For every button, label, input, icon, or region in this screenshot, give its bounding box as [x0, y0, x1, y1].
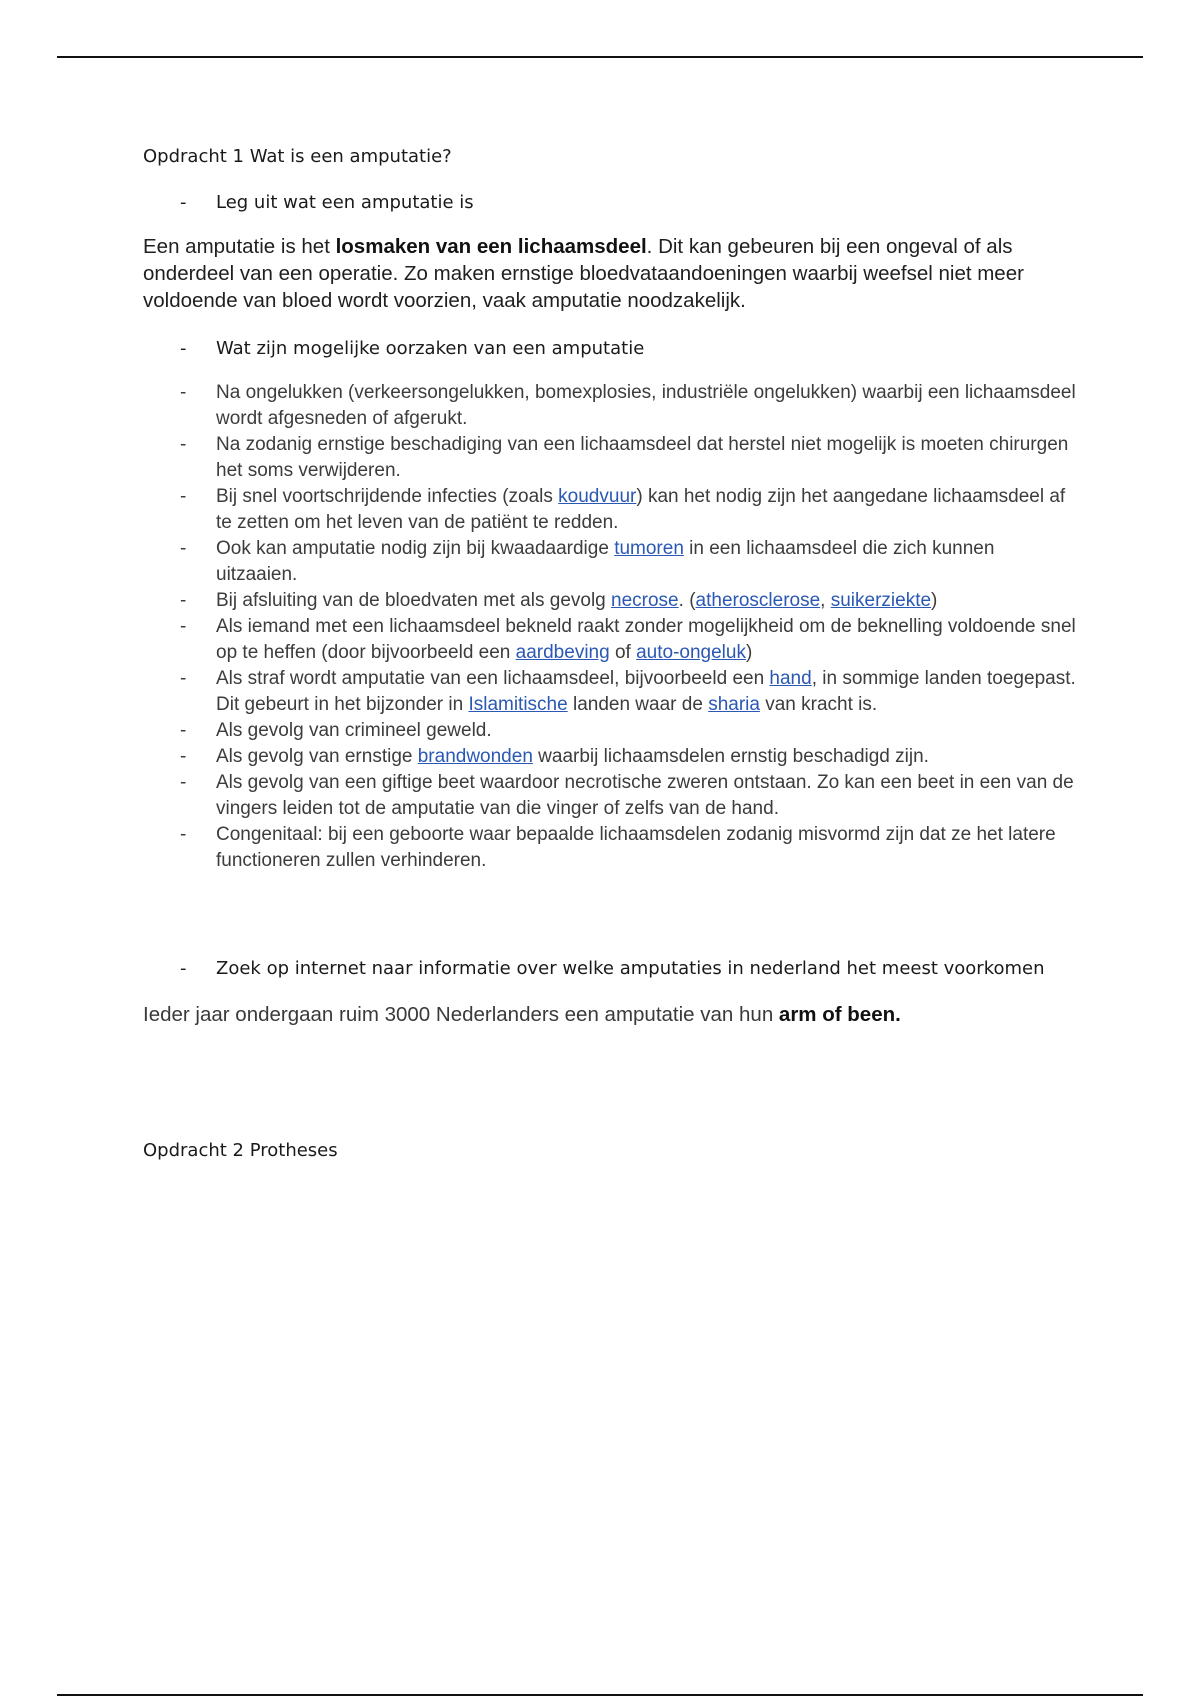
- question-bullet: -: [180, 192, 187, 213]
- cause-text: Na zodanig ernstige beschadiging van een lichaamsdeel dat herstel niet mogelijk is moeten chirurgen het soms verwijderen.: [216, 434, 1069, 481]
- cause-text: ) kan het nodig zijn het aangedane lichaamsdeel af te zetten om het leven van de patiënt te redden.: [216, 486, 1066, 533]
- cause-text: van kracht is.: [759, 694, 878, 715]
- list-item: [180, 432, 1080, 484]
- cause-text: ,: [820, 590, 831, 611]
- link-islamitische[interactable]: Islamitische: [468, 694, 568, 715]
- list-bullet: -: [180, 746, 187, 767]
- list-bullet: -: [180, 434, 187, 455]
- cause-text: Als gevolg van crimineel geweld.: [216, 720, 492, 741]
- link-sharia[interactable]: sharia: [708, 694, 760, 715]
- answer-1-bold: losmaken van een lichaamsdeel: [335, 235, 647, 258]
- link-suikerziekte[interactable]: suikerziekte: [830, 590, 932, 611]
- cause-text: Bij afsluiting van de bloedvaten met als gevolg: [216, 590, 612, 611]
- list-item: [180, 536, 1080, 588]
- link-hand[interactable]: hand: [769, 668, 812, 689]
- list-bullet: -: [180, 538, 187, 559]
- list-item: [180, 666, 1080, 718]
- question-3-text: Zoek op internet naar informatie over welke amputaties in nederland het meest voorkomen: [216, 958, 1045, 979]
- footer-rule: [57, 1694, 1143, 1696]
- answer-1-post: . Dit kan gebeuren bij een ongeval of als onderdeel van een operatie. Zo maken ernstige bloedvataandoeningen waarbij weefsel niet meer voldoende van bloed wordt voorzien, vaak amputatie noodzakelijk.: [143, 235, 1024, 312]
- list-bullet: -: [180, 486, 187, 507]
- link-brandwonden[interactable]: brandwonden: [417, 746, 533, 767]
- link-koudvuur[interactable]: koudvuur: [558, 486, 637, 507]
- list-bullet: -: [180, 720, 187, 741]
- header-rule: [57, 56, 1143, 58]
- question-bullet: -: [180, 338, 187, 359]
- answer-3: [143, 1001, 1043, 1028]
- list-item: [180, 744, 1080, 770]
- answer-3-pre: Ieder jaar ondergaan ruim 3000 Nederlanders een amputatie van hun: [143, 1003, 779, 1026]
- list-item: [180, 770, 1080, 822]
- list-bullet: -: [180, 824, 187, 845]
- list-bullet: -: [180, 590, 187, 611]
- cause-text: landen waar de: [567, 694, 709, 715]
- cause-text: in een lichaamsdeel die zich kunnen uitzaaien.: [216, 538, 995, 585]
- cause-text: Ook kan amputatie nodig zijn bij kwaadaardige: [216, 538, 615, 559]
- cause-text: Als straf wordt amputatie van een lichaamsdeel, bijvoorbeeld een: [216, 668, 770, 689]
- question-bullet: -: [180, 958, 187, 979]
- link-aardbeving[interactable]: aardbeving: [515, 642, 610, 663]
- list-item: [180, 614, 1080, 666]
- link-auto-ongeluk[interactable]: auto-ongeluk: [636, 642, 746, 663]
- cause-text: Congenitaal: bij een geboorte waar bepaalde lichaamsdelen zodanig misvormd zijn dat ze het latere functioneren zullen verhinderen.: [216, 824, 1056, 871]
- opdracht-2-heading: Opdracht 2 Protheses: [143, 1140, 338, 1161]
- list-item: [180, 484, 1080, 536]
- cause-text: waarbij lichaamsdelen ernstig beschadigd zijn.: [532, 746, 929, 767]
- cause-text: . (: [678, 590, 696, 611]
- answer-1-pre: Een amputatie is het: [143, 235, 336, 258]
- cause-text: Bij snel voortschrijdende infecties (zoals: [216, 486, 559, 507]
- question-2-text: Wat zijn mogelijke oorzaken van een amputatie: [216, 338, 645, 359]
- list-item: [180, 718, 1080, 744]
- list-item: [180, 822, 1080, 874]
- list-bullet: -: [180, 668, 187, 689]
- list-item: [180, 380, 1080, 432]
- answer-3-bold: arm of been.: [778, 1003, 901, 1026]
- list-bullet: -: [180, 382, 187, 403]
- cause-text: , in sommige landen toegepast. Dit gebeurt in het bijzonder in: [216, 668, 1076, 715]
- question-1-text: Leg uit wat een amputatie is: [216, 192, 474, 213]
- cause-text: Als iemand met een lichaamsdeel bekneld raakt zonder mogelijkheid om de beknelling voldoende snel op te heffen (door bijvoorbeeld een: [216, 616, 1076, 663]
- cause-text: Als gevolg van een giftige beet waardoor necrotische zweren ontstaan. Zo kan een beet in een van de vingers leiden tot de amputatie van die vinger of zelfs van de hand.: [216, 772, 1074, 819]
- list-item: [180, 588, 1080, 614]
- list-bullet: -: [180, 772, 187, 793]
- causes-list: [180, 380, 1080, 874]
- cause-text: of: [609, 642, 637, 663]
- cause-text: Als gevolg van ernstige: [216, 746, 418, 767]
- cause-text: Na ongelukken (verkeersongelukken, bomexplosies, industriële ongelukken) waarbij een lichaamsdeel wordt afgesneden of afgerukt.: [216, 382, 1076, 429]
- cause-text: ): [931, 590, 938, 611]
- list-bullet: -: [180, 616, 187, 637]
- cause-text: ): [745, 642, 753, 663]
- opdracht-1-heading: Opdracht 1 Wat is een amputatie?: [143, 146, 452, 167]
- link-necrose[interactable]: necrose: [611, 590, 679, 611]
- link-tumoren[interactable]: tumoren: [614, 538, 684, 559]
- link-atherosclerose[interactable]: atherosclerose: [695, 590, 821, 611]
- answer-1: [143, 233, 1043, 314]
